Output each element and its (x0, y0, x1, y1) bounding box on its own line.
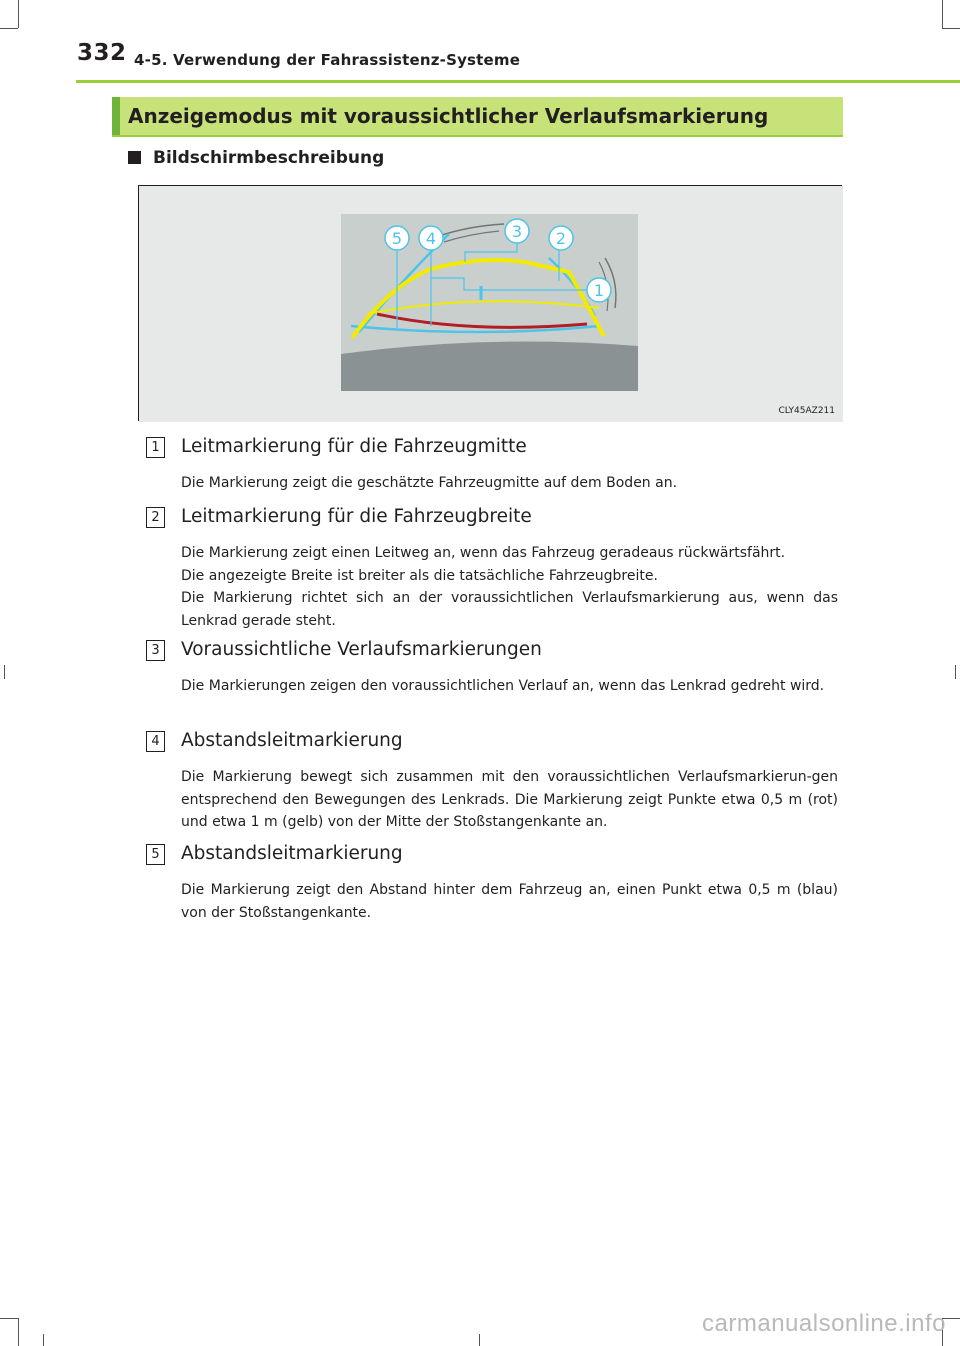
section-title: Anzeigemodus mit voraussichtlicher Verlaufsmarkierung (128, 104, 769, 128)
crop-mark (18, 0, 19, 28)
item-body: Die Markierung zeigt die geschätzte Fahrzeugmitte auf dem Boden an. (181, 475, 678, 491)
item-body: Die Markierung bewegt sich zusammen mit den voraussichtlichen Verlaufsmarkierun-gen entsprechend den Bewegungen des Lenkrads. Die Markierung zeigt Punkte etwa 0,5 m (rot) und etwa 1 m (gelb) von der Mitte der Stoßstangenkante an. (181, 769, 838, 830)
item-title: Abstandsleitmarkierung (181, 843, 403, 864)
page-number: 332 (77, 40, 127, 66)
rear-camera-illustration (139, 186, 843, 422)
callout-4 (419, 226, 443, 250)
svg-text:3: 3 (511, 222, 523, 241)
item-body: Die Markierung zeigt den Abstand hinter dem Fahrzeug an, einen Punkt etwa 0,5 m (blau) von der Stoßstangenkante. (181, 882, 838, 921)
item-title: Abstandsleitmarkierung (181, 730, 403, 751)
svg-text:1: 1 (593, 281, 605, 300)
item-number-badge: 4 (146, 731, 165, 752)
crop-mark (43, 1334, 44, 1346)
item-body: Die Markierung zeigt einen Leitweg an, wenn das Fahrzeug geradeaus rückwärtsfährt. Die angezeigte Breite ist breiter als die tatsächliche Fahrzeugbreite. Die Markierung richtet sich an der voraussichtlichen Verlaufsmarkierung aus, wenn das Lenkrad gerade steht. (181, 545, 838, 629)
item-title: Leitmarkierung für die Fahrzeugmitte (181, 436, 527, 457)
chapter-title: 4-5. Verwendung der Fahrassistenz-Systeme (134, 51, 521, 69)
square-bullet-icon (128, 151, 141, 164)
crop-mark (4, 665, 5, 679)
callout-3 (505, 219, 529, 243)
subheading-text: Bildschirmbeschreibung (153, 148, 385, 168)
callout-1 (587, 278, 611, 302)
item-number-badge: 5 (146, 844, 165, 865)
crop-mark (18, 1318, 19, 1346)
camera-display-figure (138, 185, 842, 421)
section-accent (112, 97, 120, 135)
item-body: Die Markierungen zeigen den voraussichtlichen Verlauf an, wenn das Lenkrad gedreht wird. (181, 678, 825, 694)
svg-text:2: 2 (555, 229, 567, 248)
crop-mark (942, 0, 943, 28)
figure-code: CLY45AZ211 (778, 406, 835, 416)
crop-mark (942, 28, 960, 29)
item-number-badge: 1 (146, 437, 165, 458)
crop-mark (479, 1334, 480, 1346)
header-rule (76, 80, 960, 83)
subheading (128, 148, 384, 168)
item-number-badge: 3 (146, 640, 165, 661)
callout-5 (385, 226, 409, 250)
crop-mark (0, 1318, 18, 1319)
crop-mark (0, 28, 18, 29)
item-title: Leitmarkierung für die Fahrzeugbreite (181, 506, 532, 527)
item-number-badge: 2 (146, 507, 165, 528)
callout-2 (549, 226, 573, 250)
crop-mark (955, 665, 956, 679)
svg-text:5: 5 (391, 229, 403, 248)
bumper-area (341, 342, 638, 392)
section-header (112, 97, 843, 137)
watermark: carmanualsonline.info (702, 1310, 946, 1337)
item-title: Voraussichtliche Verlaufsmarkierungen (181, 639, 542, 660)
svg-text:4: 4 (425, 229, 437, 248)
